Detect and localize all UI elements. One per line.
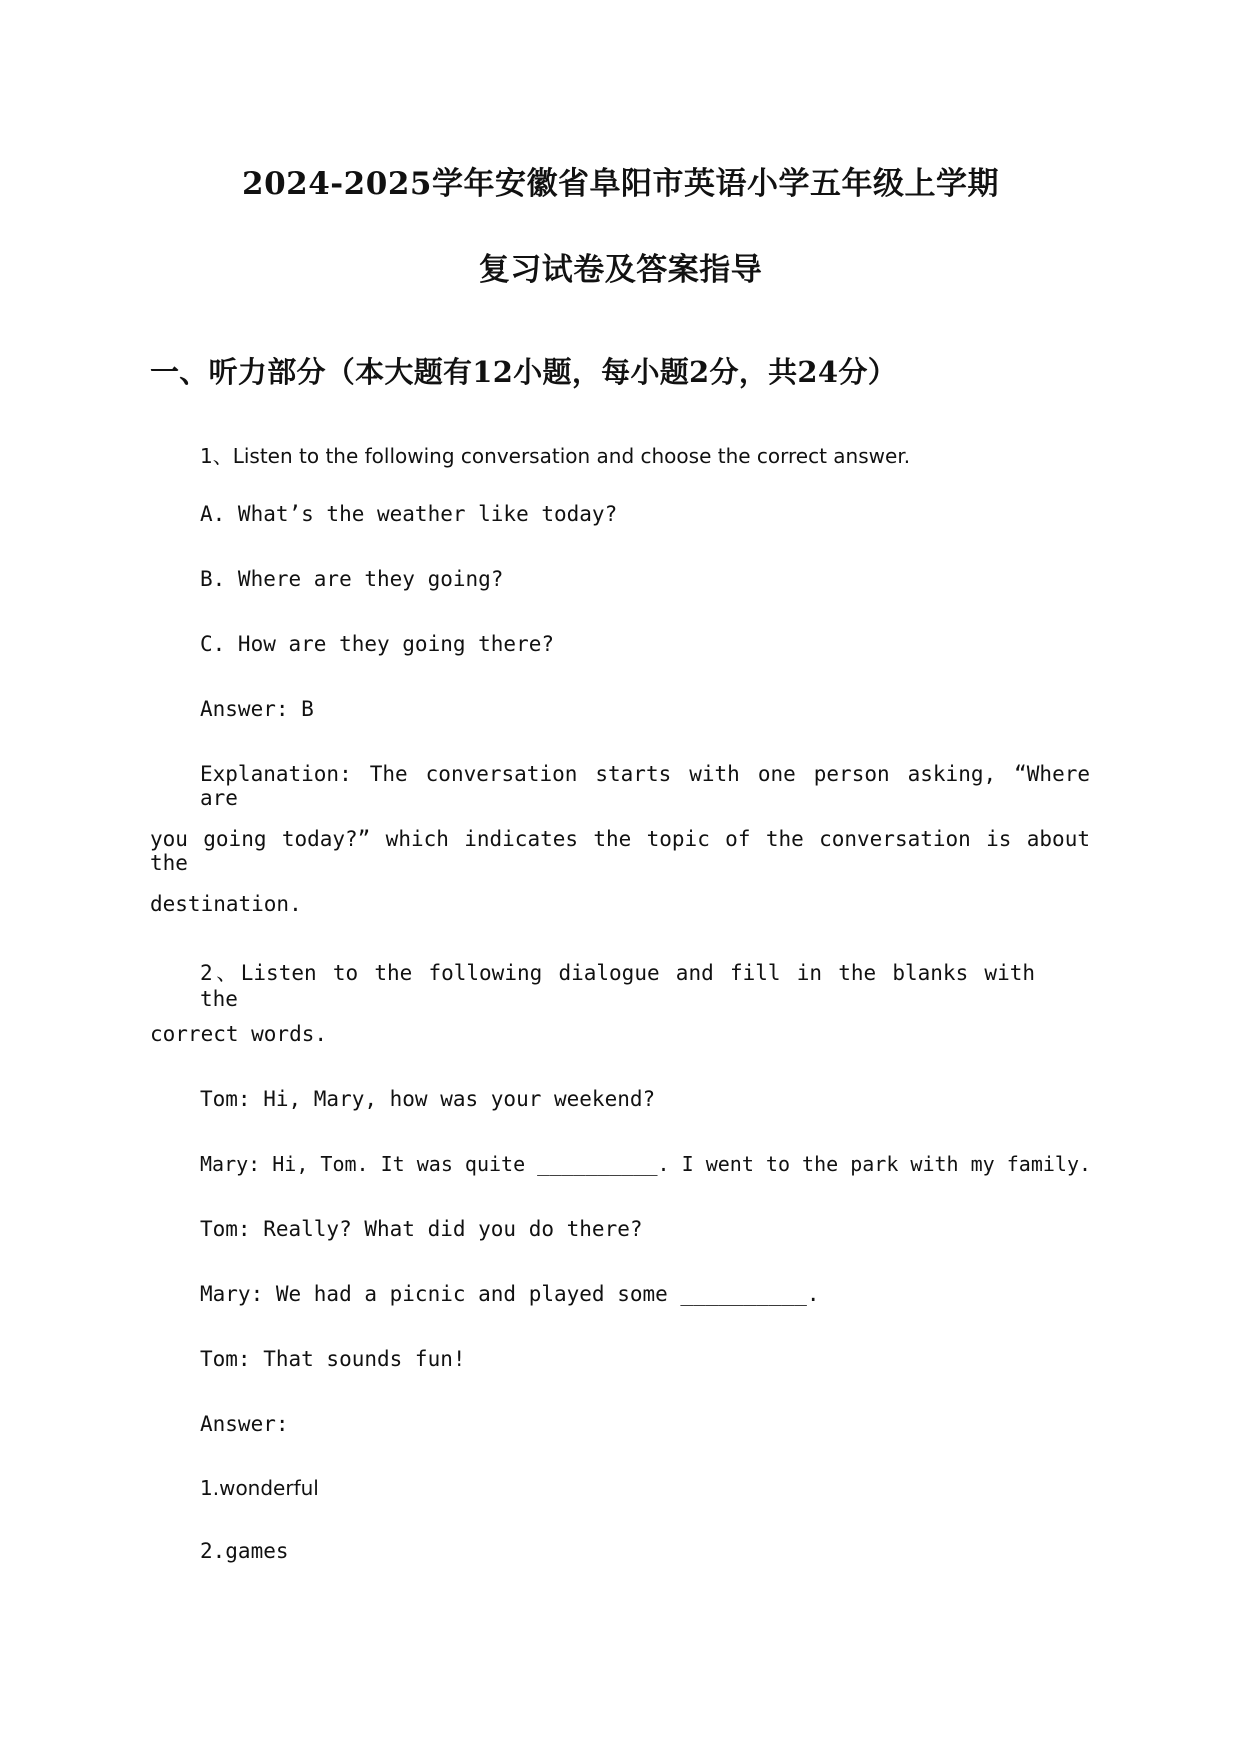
document-title-line-2: 复习试卷及答案指导 bbox=[478, 252, 763, 288]
question-1-explanation-line-1: Explanation: The conversation starts with one person asking, “Where are bbox=[200, 762, 1090, 810]
question-2-prompt-line-2: correct words. bbox=[150, 1022, 328, 1046]
question-1-option-a: A. What’s the weather like today? bbox=[200, 502, 618, 526]
dialogue-line: Mary: Hi, Tom. It was quite __________. I went to the park with my family. bbox=[200, 1152, 1092, 1176]
question-2-answer-1: 1.wonderful bbox=[200, 1476, 319, 1500]
question-1-explanation-line-2: you going today?” which indicates the topic of the conversation is about the bbox=[150, 827, 1090, 875]
dialogue-line: Tom: Hi, Mary, how was your weekend? bbox=[200, 1087, 656, 1111]
dialogue-line: Mary: We had a picnic and played some __________. bbox=[200, 1282, 820, 1306]
question-2-answer-2: 2.games bbox=[200, 1539, 289, 1563]
question-1-explanation-line-3: destination. bbox=[150, 892, 302, 916]
section-heading-listening: 一、听力部分（本大题有12小题，每小题2分，共24分） bbox=[150, 355, 897, 389]
question-1-answer: Answer: B bbox=[200, 697, 314, 721]
question-2-prompt-line-1: 2、Listen to the following dialogue and fill in the blanks with the bbox=[200, 961, 1035, 1011]
dialogue-line: Tom: Really? What did you do there? bbox=[200, 1217, 643, 1241]
dialogue-line: Tom: That sounds fun! bbox=[200, 1347, 466, 1371]
document-title-line-1: 2024-2025学年安徽省阜阳市英语小学五年级上学期 bbox=[242, 166, 999, 202]
question-2-answer-label: Answer: bbox=[200, 1412, 289, 1436]
question-1-option-c: C. How are they going there? bbox=[200, 632, 555, 656]
question-1-option-b: B. Where are they going? bbox=[200, 567, 504, 591]
question-1-prompt: 1、Listen to the following conversation and choose the correct answer. bbox=[200, 444, 911, 468]
